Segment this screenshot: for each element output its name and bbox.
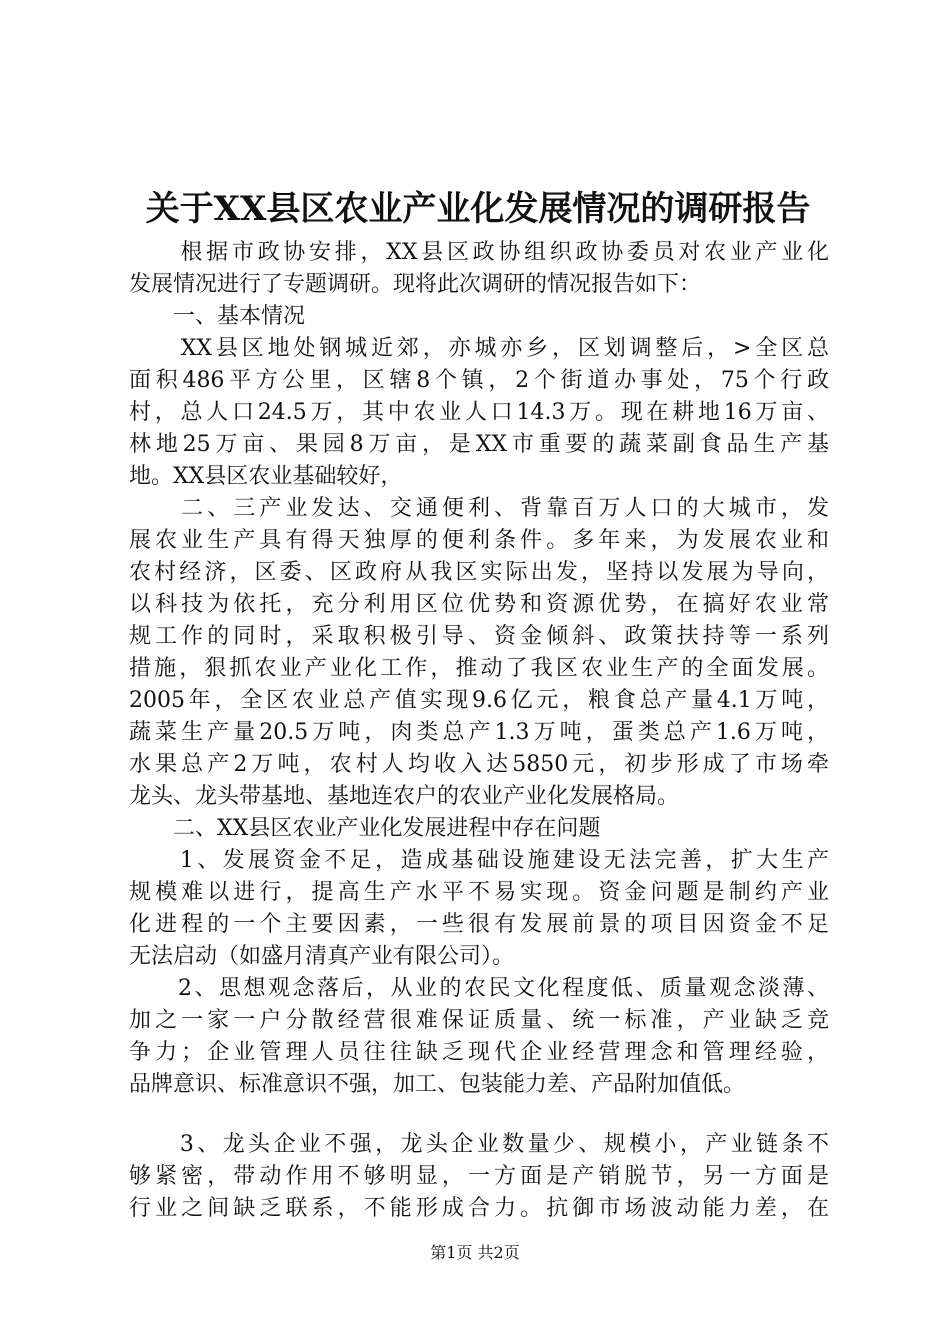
body-line: 龙头、龙头带基地、基地连农户的农业产业化发展格局。 <box>129 784 680 809</box>
body-line: 化进程的一个主要因素，一些很有发展前景的项目因资金不足 <box>129 912 829 937</box>
page-number-footer: 第1页 共2页 <box>430 1243 520 1262</box>
body-line: 林地25万亩、果园8万亩，是XX市重要的蔬菜副食品生产基 <box>129 432 829 457</box>
body-line: 2005年，全区农业总产值实现9.6亿元，粮食总产量4.1万吨， <box>129 688 829 713</box>
section-heading: 二、XX县区农业产业化发展进程中存在问题 <box>129 816 601 841</box>
body-line: 发展情况进行了专题调研。现将此次调研的情况报告如下： <box>129 272 702 297</box>
document-title: 关于XX县区农业产业化发展情况的调研报告 <box>145 189 811 229</box>
body-line: 展农业生产具有得天独厚的便利条件。多年来，为发展农业和 <box>129 528 829 553</box>
body-line: 二、三产业发达、交通便利、背靠百万人口的大城市，发 <box>129 496 829 521</box>
body-line: 农村经济，区委、区政府从我区实际出发，坚持以发展为导向， <box>129 560 829 585</box>
body-line: 水果总产2万吨，农村人均收入达5850元，初步形成了市场牵 <box>129 752 829 777</box>
body-line: 面积486平方公里，区辖8个镇，2个街道办事处，75个行政 <box>129 368 829 393</box>
paragraph-gap <box>129 1101 829 1129</box>
body-line: 2、思想观念落后，从业的农民文化程度低、质量观念淡薄、 <box>129 976 829 1001</box>
body-line: 蔬菜生产量20.5万吨，肉类总产1.3万吨，蛋类总产1.6万吨， <box>129 720 829 745</box>
body-line: XX县区地处钢城近郊，亦城亦乡，区划调整后，>全区总 <box>129 336 829 361</box>
body-line: 够紧密，带动作用不够明显，一方面是产销脱节，另一方面是 <box>129 1164 829 1189</box>
document-body <box>129 237 829 1225</box>
body-line: 无法启动（如盛月清真产业有限公司）。 <box>129 944 515 969</box>
body-line: 村，总人口24.5万，其中农业人口14.3万。现在耕地16万亩、 <box>129 400 829 425</box>
body-line: 争力；企业管理人员往往缺乏现代企业经营理念和管理经验， <box>129 1040 829 1065</box>
body-line: 措施，狠抓农业产业化工作，推动了我区农业生产的全面发展。 <box>129 656 829 681</box>
body-line: 加之一家一户分散经营很难保证质量、统一标准，产业缺乏竞 <box>129 1008 829 1033</box>
body-line: 根据市政协安排，XX县区政协组织政协委员对农业产业化 <box>129 240 829 265</box>
body-line: 行业之间缺乏联系，不能形成合力。抗御市场波动能力差，在 <box>129 1196 829 1221</box>
body-line: 1、发展资金不足，造成基础设施建设无法完善，扩大生产 <box>129 848 829 873</box>
body-line: 规工作的同时，采取积极引导、资金倾斜、政策扶持等一系列 <box>129 624 829 649</box>
body-line: 以科技为依托，充分利用区位优势和资源优势，在搞好农业常 <box>129 592 829 617</box>
body-line: 3、龙头企业不强，龙头企业数量少、规模小，产业链条不 <box>129 1132 829 1157</box>
body-line: 地。XX县区农业基础较好， <box>129 464 403 489</box>
section-heading: 一、基本情况 <box>129 304 306 329</box>
body-line: 品牌意识、标准意识不强，加工、包装能力差、产品附加值低。 <box>129 1072 746 1097</box>
body-line: 规模难以进行，提高生产水平不易实现。资金问题是制约产业 <box>129 880 829 905</box>
